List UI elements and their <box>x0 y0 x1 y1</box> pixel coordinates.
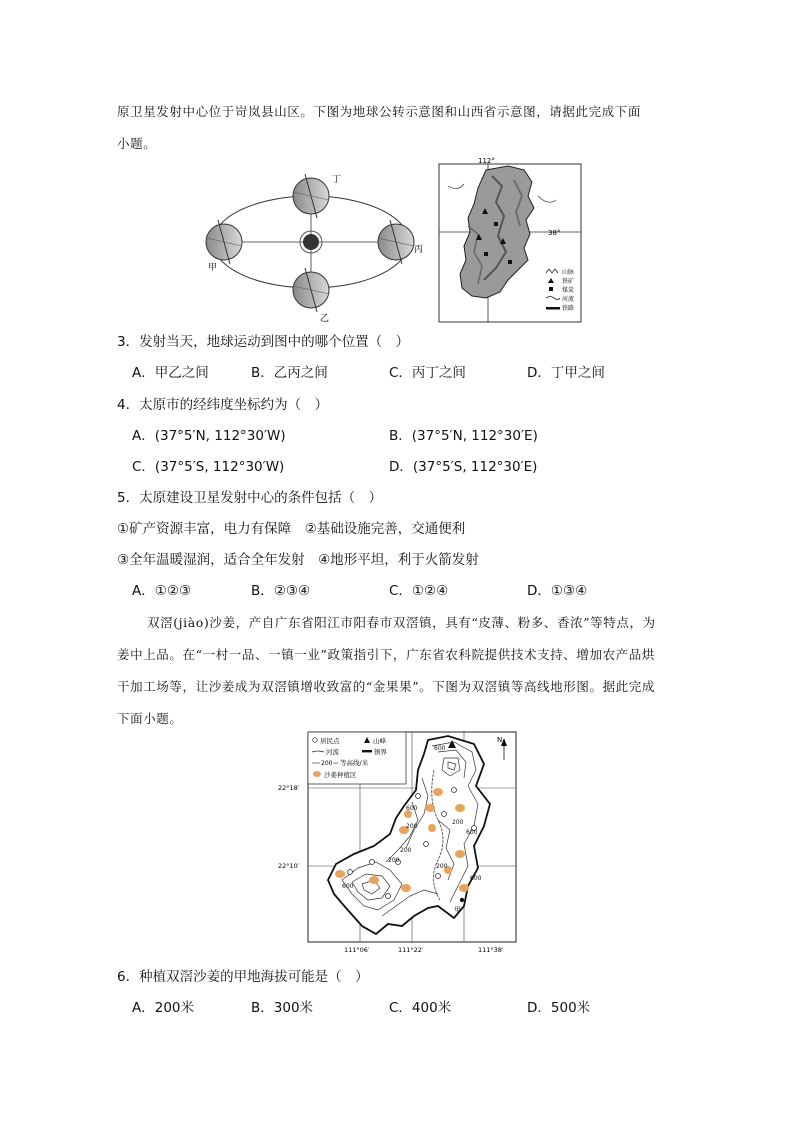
lat-tick: 22°10′ <box>278 862 300 870</box>
q3-option-c[interactable]: C．丙丁之间 <box>389 365 466 381</box>
label-yi: 乙 <box>320 314 330 323</box>
svg-text:镇界: 镇界 <box>374 748 387 756</box>
contour-value: 200 <box>406 823 418 830</box>
contour-value: 200 <box>388 857 400 864</box>
square-icon <box>549 287 553 291</box>
q3-option-d[interactable]: D．丁甲之间 <box>527 365 605 381</box>
contour-value: 600 <box>470 875 482 882</box>
lon-tick: 111°22′ <box>398 946 424 954</box>
q5-statements-line: ③全年温暖湿润，适合全年发射 ④地形平坦，利于火箭发射 <box>117 552 479 568</box>
railway-icon <box>546 307 560 310</box>
legend-label: 山脉 <box>562 269 575 276</box>
question-3-stem: 3．发射当天，地球运动到图中的哪个位置（ ） <box>117 334 410 350</box>
q4-option-b[interactable]: B．(37°5′N, 112°30′E) <box>389 428 538 444</box>
question-5-stem: 5．太原建设卫星发射中心的条件包括（ ） <box>117 490 383 506</box>
legend-label: 河流 <box>562 296 575 303</box>
settlement-icon <box>313 738 318 743</box>
legend-label: 铁矿 <box>562 278 575 285</box>
contour-value: 600 <box>406 805 418 812</box>
lat-tick: 22°18′ <box>278 784 300 792</box>
q4-option-a[interactable]: A．(37°5′N, 112°30′W) <box>132 428 286 444</box>
town-boundary-icon <box>362 750 372 752</box>
contour-value: 200 <box>452 819 464 826</box>
intro-paragraph-line: 双滘(jiào)沙姜，产自广东省阳江市阳春市双滘镇，具有“皮薄、粉多、香浓”等特点，为 <box>147 615 656 630</box>
earth-jia <box>206 220 242 264</box>
earth-yi <box>293 268 329 312</box>
ginger-area-icon <box>313 771 321 777</box>
q4-option-d[interactable]: D．(37°5′S, 112°30′E) <box>389 459 538 475</box>
svg-text:200: 200 <box>321 760 333 767</box>
sun-icon <box>303 234 319 250</box>
intro-paragraph-line: 姜中上品。在“一村一品、一镇一业”政策指引下，广东省农科院提供技术支持、增加农产品烘 <box>117 647 655 662</box>
label-bing: 丙 <box>414 245 424 255</box>
svg-text:沙姜种植区: 沙姜种植区 <box>324 771 357 779</box>
contour-value: 200 <box>436 863 448 870</box>
intro-paragraph-line: 干加工场等，让沙姜成为双滘镇增收致富的“金果果”。下图为双滘镇等高线地形图。据此完成 <box>117 679 655 694</box>
earth-bing <box>378 220 414 264</box>
earth-orbit-figure <box>200 168 430 323</box>
q6-option-b[interactable]: B．300米 <box>251 1000 314 1016</box>
q6-option-d[interactable]: D．500米 <box>527 1000 591 1016</box>
intro-paragraph-line: 下面小题。 <box>117 711 183 726</box>
q5-option-c[interactable]: C．①②④ <box>389 583 449 599</box>
point-jia-marker <box>460 898 464 902</box>
lon-tick: 111°38′ <box>478 946 504 954</box>
label-ding: 丁 <box>332 175 342 185</box>
intro-paragraph-line: 小题。 <box>117 136 157 151</box>
earth-ding <box>293 174 329 218</box>
intro-paragraph-line: 原卫星发射中心位于岢岚县山区。下图为地球公转示意图和山西省示意图，请据此完成下面 <box>117 104 642 119</box>
place-label-jia: 甲 <box>454 906 461 914</box>
shanxi-map <box>438 156 583 324</box>
q6-option-c[interactable]: C．400米 <box>389 1000 452 1016</box>
question-4-stem: 4．太原市的经纬度坐标约为（ ） <box>117 397 329 413</box>
q4-option-c[interactable]: C．(37°5′S, 112°30′W) <box>132 459 285 475</box>
q5-option-d[interactable]: D．①③④ <box>527 583 588 599</box>
q3-option-b[interactable]: B．乙丙之间 <box>251 365 328 381</box>
q5-option-b[interactable]: B．②③④ <box>251 583 311 599</box>
q3-option-a[interactable]: A．甲乙之间 <box>132 365 209 381</box>
q5-option-a[interactable]: A．①②③ <box>132 583 192 599</box>
svg-text:等高线/米: 等高线/米 <box>340 759 369 767</box>
contour-legend <box>308 732 406 784</box>
svg-text:居民点: 居民点 <box>320 737 340 745</box>
q6-option-a[interactable]: A．200米 <box>132 1000 195 1016</box>
latitude-label: 38° <box>548 229 561 237</box>
svg-text:N: N <box>497 736 503 744</box>
contour-value: 600 <box>434 745 446 752</box>
q5-statements-line: ①矿产资源丰富，电力有保障 ②基础设施完善，交通便利 <box>117 521 466 537</box>
longitude-label: 112° <box>478 157 495 165</box>
contour-map <box>278 730 518 956</box>
lon-tick: 111°06′ <box>344 946 370 954</box>
question-6-stem: 6．种植双滘沙姜的甲地海拔可能是（ ） <box>117 969 369 985</box>
label-jia: 甲 <box>208 263 218 273</box>
legend-label: 煤炭 <box>562 287 575 294</box>
contour-value: 600 <box>466 829 478 836</box>
contour-value: 600 <box>342 883 354 890</box>
contour-value: 200 <box>400 847 412 854</box>
svg-text:河流: 河流 <box>326 748 339 756</box>
svg-text:山峰: 山峰 <box>373 737 386 745</box>
legend-label: 铁路 <box>562 305 575 312</box>
